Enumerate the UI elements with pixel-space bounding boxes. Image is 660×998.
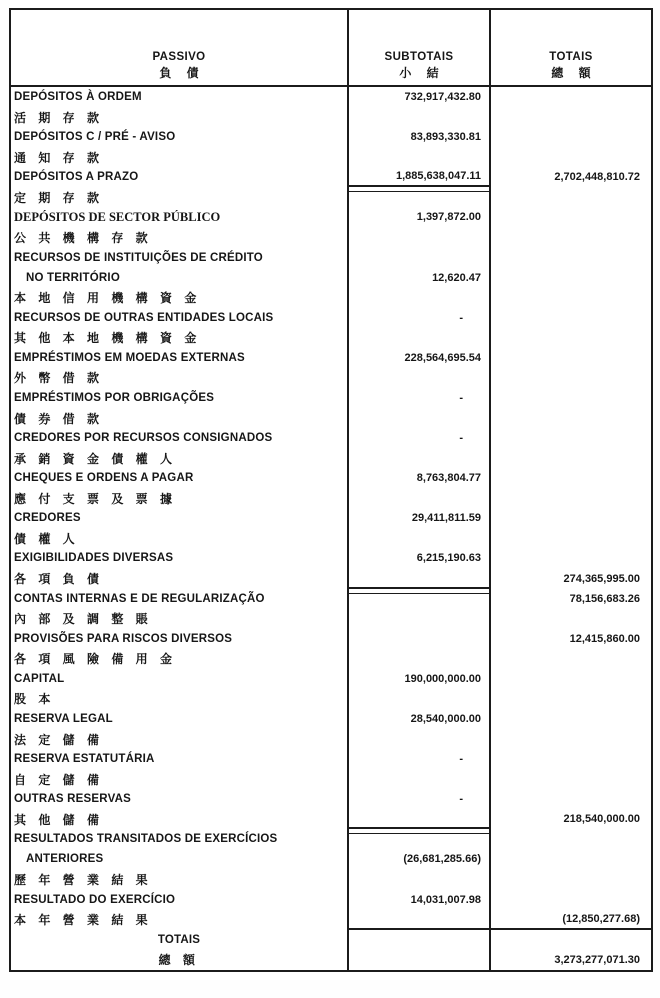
subtotal-cell xyxy=(349,890,491,910)
table-row xyxy=(11,248,651,268)
row-label-cell xyxy=(11,569,349,589)
subtotal-value: 83,893,330.81 xyxy=(410,131,481,144)
subtotal-cell xyxy=(349,809,491,829)
subtotal-cell xyxy=(349,288,491,308)
row-label: NO TERRITÓRIO xyxy=(26,271,120,284)
table-row xyxy=(11,629,651,649)
total-value: 274,365,995.00 xyxy=(563,572,640,585)
row-label-cell xyxy=(11,729,349,749)
total-cell xyxy=(491,890,651,910)
header-passivo-cn: 負 債 xyxy=(159,66,205,80)
row-label: PROVISÕES PARA RISCOS DIVERSOS xyxy=(14,632,233,645)
row-label-cell xyxy=(11,488,349,508)
subtotal-cell xyxy=(349,448,491,468)
subtotal-box-top-line xyxy=(349,191,489,192)
row-label: CAPITAL xyxy=(14,672,65,685)
header-passivo xyxy=(11,10,349,85)
subtotal-value: 1,885,638,047.11 xyxy=(395,170,481,183)
table-row xyxy=(11,107,651,127)
subtotal-value: 28,540,000.00 xyxy=(410,712,481,725)
total-cell xyxy=(491,227,651,247)
table-row xyxy=(11,769,651,789)
table-row xyxy=(11,187,651,207)
row-label-cell xyxy=(11,248,349,268)
total-cell xyxy=(491,910,651,930)
row-label-cell xyxy=(11,629,349,649)
table-row xyxy=(11,689,651,709)
subtotal-cell xyxy=(349,87,491,107)
total-cell xyxy=(491,127,651,147)
table-row xyxy=(11,649,651,669)
table-row xyxy=(11,609,651,629)
total-cell xyxy=(491,428,651,448)
subtotal-cell xyxy=(349,468,491,488)
subtotal-cell xyxy=(349,649,491,669)
subtotal-cell xyxy=(349,950,491,970)
row-label-cell xyxy=(11,368,349,388)
row-label-cell xyxy=(11,207,349,227)
total-cell xyxy=(491,448,651,468)
total-cell xyxy=(491,288,651,308)
row-label: 債 權 人 xyxy=(14,531,80,546)
row-label-cell xyxy=(11,408,349,428)
subtotal-value: - xyxy=(459,753,463,766)
row-label-cell xyxy=(11,167,349,187)
total-cell xyxy=(491,328,651,348)
total-value: (12,850,277.68) xyxy=(562,912,640,925)
row-label-cell xyxy=(11,609,349,629)
subtotal-cell xyxy=(349,930,491,950)
row-label: CHEQUES E ORDENS A PAGAR xyxy=(14,472,194,485)
row-label-cell xyxy=(11,328,349,348)
subtotal-value: - xyxy=(459,311,463,324)
total-cell xyxy=(491,729,651,749)
subtotal-cell xyxy=(349,107,491,127)
subtotal-cell xyxy=(349,709,491,729)
total-cell xyxy=(491,930,651,950)
subtotal-cell xyxy=(349,207,491,227)
total-cell xyxy=(491,408,651,428)
header-totais-pt: TOTAIS xyxy=(549,51,593,63)
table-row xyxy=(11,488,651,508)
subtotal-cell xyxy=(349,769,491,789)
subtotal-cell xyxy=(349,528,491,548)
row-label: 其 他 本 地 機 構 資 金 xyxy=(14,331,201,346)
row-label-cell xyxy=(11,468,349,488)
row-label-cell xyxy=(11,849,349,869)
table-row xyxy=(11,368,651,388)
row-label-cell xyxy=(11,829,349,849)
subtotal-value: 190,000,000.00 xyxy=(404,672,481,685)
row-label-cell xyxy=(11,147,349,167)
total-cell xyxy=(491,348,651,368)
table-row xyxy=(11,388,651,408)
table-body xyxy=(11,87,651,970)
subtotal-cell xyxy=(349,729,491,749)
total-cell xyxy=(491,749,651,769)
table-row xyxy=(11,709,651,729)
row-label-cell xyxy=(11,268,349,288)
table-row xyxy=(11,749,651,769)
table-row xyxy=(11,288,651,308)
total-cell xyxy=(491,589,651,609)
subtotal-cell xyxy=(349,308,491,328)
table-row xyxy=(11,890,651,910)
row-label: 外 幣 借 款 xyxy=(14,371,104,386)
total-cell xyxy=(491,689,651,709)
row-label-cell xyxy=(11,930,349,950)
row-label: 內 部 及 調 整 賬 xyxy=(14,612,153,627)
table-row xyxy=(11,268,651,288)
subtotal-cell xyxy=(349,268,491,288)
table-row xyxy=(11,308,651,328)
subtotal-cell xyxy=(349,147,491,167)
subtotal-cell xyxy=(349,629,491,649)
row-label: 通 知 存 款 xyxy=(14,150,104,165)
row-label-cell xyxy=(11,348,349,368)
row-label: RESERVA LEGAL xyxy=(14,712,113,725)
subtotal-value: - xyxy=(459,432,463,445)
total-cell xyxy=(491,789,651,809)
row-label-cell xyxy=(11,428,349,448)
table-row xyxy=(11,528,651,548)
row-label: EMPRÉSTIMOS EM MOEDAS EXTERNAS xyxy=(14,351,245,364)
row-label: RESERVA ESTATUTÁRIA xyxy=(14,753,155,766)
subtotal-value: 732,917,432.80 xyxy=(404,91,481,104)
table-row xyxy=(11,789,651,809)
row-label-cell xyxy=(11,127,349,147)
row-label-cell xyxy=(11,227,349,247)
row-label: 承 銷 資 金 債 權 人 xyxy=(14,451,177,466)
subtotal-cell xyxy=(349,167,491,187)
row-label-cell xyxy=(11,890,349,910)
row-label: DEPÓSITOS A PRAZO xyxy=(14,171,139,184)
total-value: 218,540,000.00 xyxy=(563,813,640,826)
row-label-cell xyxy=(11,689,349,709)
subtotal-value: 14,031,007.98 xyxy=(410,893,481,906)
row-label-cell xyxy=(11,87,349,107)
row-label: 活 期 存 款 xyxy=(14,110,104,125)
row-label: 本 地 信 用 機 構 資 金 xyxy=(14,291,201,306)
row-label-cell xyxy=(11,288,349,308)
row-label-cell xyxy=(11,508,349,528)
subtotal-value: - xyxy=(459,793,463,806)
total-cell xyxy=(491,508,651,528)
row-label-cell xyxy=(11,187,349,207)
row-label: RECURSOS DE OUTRAS ENTIDADES LOCAIS xyxy=(14,311,274,324)
row-label: 其 他 儲 備 xyxy=(14,812,104,827)
total-value: 2,702,448,810.72 xyxy=(554,171,640,184)
table-row xyxy=(11,829,651,849)
row-label: 總 額 xyxy=(158,953,200,968)
total-cell xyxy=(491,629,651,649)
table-row xyxy=(11,729,651,749)
subtotal-cell xyxy=(349,609,491,629)
subtotal-value: 1,397,872.00 xyxy=(416,211,481,224)
header-subtotais-pt: SUBTOTAIS xyxy=(384,51,454,63)
table-row xyxy=(11,669,651,689)
total-cell xyxy=(491,569,651,589)
row-label: DEPÓSITOS DE SECTOR PÚBLICO xyxy=(14,209,221,224)
subtotal-cell xyxy=(349,488,491,508)
row-label-cell xyxy=(11,649,349,669)
total-cell xyxy=(491,167,651,187)
subtotal-cell xyxy=(349,569,491,589)
table-row xyxy=(11,910,651,930)
subtotal-cell xyxy=(349,408,491,428)
table-row xyxy=(11,930,651,950)
total-cell xyxy=(491,829,651,849)
total-value: 78,156,683.26 xyxy=(569,592,640,605)
row-label: 自 定 儲 備 xyxy=(14,772,104,787)
subtotal-cell xyxy=(349,248,491,268)
row-label-cell xyxy=(11,107,349,127)
subtotal-value: 8,763,804.77 xyxy=(416,472,481,485)
total-cell xyxy=(491,87,651,107)
row-label: DEPÓSITOS C / PRÉ - AVISO xyxy=(14,131,176,144)
total-cell xyxy=(491,147,651,167)
row-label: CONTAS INTERNAS E DE REGULARIZAÇÃO xyxy=(14,592,265,605)
subtotal-cell xyxy=(349,388,491,408)
row-label: EXIGIBILIDADES DIVERSAS xyxy=(14,552,174,565)
subtotal-cell xyxy=(349,368,491,388)
total-cell xyxy=(491,709,651,729)
total-cell xyxy=(491,849,651,869)
table-row xyxy=(11,227,651,247)
table-row xyxy=(11,569,651,589)
table-row xyxy=(11,468,651,488)
subtotal-value: - xyxy=(459,391,463,404)
row-label: 歷 年 營 業 結 果 xyxy=(14,872,153,887)
total-cell xyxy=(491,207,651,227)
row-label-cell xyxy=(11,308,349,328)
table-row xyxy=(11,508,651,528)
table-row xyxy=(11,448,651,468)
total-cell xyxy=(491,107,651,127)
row-label: TOTAIS xyxy=(157,933,201,946)
table-row xyxy=(11,428,651,448)
row-label-cell xyxy=(11,709,349,729)
total-cell xyxy=(491,869,651,889)
row-label: 各 項 負 債 xyxy=(14,572,104,587)
row-label: 定 期 存 款 xyxy=(14,190,104,205)
subtotal-cell xyxy=(349,869,491,889)
row-label: CREDORES POR RECURSOS CONSIGNADOS xyxy=(14,432,273,445)
total-cell xyxy=(491,187,651,207)
row-label: CREDORES xyxy=(14,512,81,525)
subtotal-cell xyxy=(349,187,491,207)
subtotal-value: 6,215,190.63 xyxy=(416,552,481,565)
row-label-cell xyxy=(11,388,349,408)
subtotal-cell xyxy=(349,348,491,368)
total-cell xyxy=(491,488,651,508)
total-cell xyxy=(491,669,651,689)
subtotal-cell xyxy=(349,428,491,448)
total-cell xyxy=(491,308,651,328)
subtotal-cell xyxy=(349,508,491,528)
table-row xyxy=(11,589,651,609)
total-cell xyxy=(491,248,651,268)
total-cell xyxy=(491,609,651,629)
row-label: DEPÓSITOS À ORDEM xyxy=(14,91,142,104)
table-row xyxy=(11,207,651,227)
row-label: RESULTADOS TRANSITADOS DE EXERCÍCIOS xyxy=(14,833,278,846)
subtotal-cell xyxy=(349,589,491,609)
row-label-cell xyxy=(11,869,349,889)
subtotal-box-top-line xyxy=(349,593,489,594)
subtotal-cell xyxy=(349,910,491,930)
total-cell xyxy=(491,528,651,548)
row-label-cell xyxy=(11,910,349,930)
total-cell xyxy=(491,548,651,568)
table-row xyxy=(11,87,651,107)
subtotal-box-top-line xyxy=(349,833,489,834)
subtotal-cell xyxy=(349,548,491,568)
row-label-cell xyxy=(11,448,349,468)
table-row xyxy=(11,869,651,889)
row-label-cell xyxy=(11,749,349,769)
total-cell xyxy=(491,268,651,288)
balance-sheet-table xyxy=(9,8,653,972)
row-label: 本 年 營 業 結 果 xyxy=(14,913,153,928)
header-totais xyxy=(491,10,651,85)
total-cell xyxy=(491,368,651,388)
row-label: ANTERIORES xyxy=(26,853,104,866)
total-cell xyxy=(491,769,651,789)
subtotal-value: 29,411,811.59 xyxy=(411,512,481,525)
row-label: OUTRAS RESERVAS xyxy=(14,793,131,806)
subtotal-cell xyxy=(349,749,491,769)
total-value: 3,273,277,071.30 xyxy=(554,953,640,966)
row-label: EMPRÉSTIMOS POR OBRIGAÇÕES xyxy=(14,391,215,404)
subtotal-cell xyxy=(349,829,491,849)
row-label: 法 定 儲 備 xyxy=(14,732,104,747)
table-row xyxy=(11,127,651,147)
row-label-cell xyxy=(11,589,349,609)
total-cell xyxy=(491,468,651,488)
table-row xyxy=(11,167,651,187)
table-row xyxy=(11,348,651,368)
row-label-cell xyxy=(11,528,349,548)
total-cell xyxy=(491,809,651,829)
subtotal-value: (26,681,285.66) xyxy=(403,853,481,866)
total-value: 12,415,860.00 xyxy=(569,632,640,645)
row-label: RESULTADO DO EXERCÍCIO xyxy=(14,893,176,906)
row-label-cell xyxy=(11,769,349,789)
row-label-cell xyxy=(11,548,349,568)
subtotal-cell xyxy=(349,789,491,809)
row-label-cell xyxy=(11,669,349,689)
header-totais-cn: 總 額 xyxy=(551,66,597,80)
table-row xyxy=(11,328,651,348)
row-label: 各 項 風 險 備 用 金 xyxy=(14,652,177,667)
row-label: 公 共 機 構 存 款 xyxy=(14,230,153,245)
subtotal-cell xyxy=(349,127,491,147)
total-cell xyxy=(491,388,651,408)
table-row xyxy=(11,548,651,568)
table-row xyxy=(11,147,651,167)
subtotal-cell xyxy=(349,849,491,869)
header-subtotais xyxy=(349,10,491,85)
row-label-cell xyxy=(11,789,349,809)
total-cell xyxy=(491,950,651,970)
row-label: 債 券 借 款 xyxy=(14,411,104,426)
row-label: 應 付 支 票 及 票 據 xyxy=(14,491,177,506)
subtotal-value: 228,564,695.54 xyxy=(404,351,481,364)
table-header xyxy=(11,10,651,87)
row-label: 股 本 xyxy=(14,692,55,707)
subtotal-cell xyxy=(349,227,491,247)
subtotal-cell xyxy=(349,328,491,348)
table-row xyxy=(11,408,651,428)
subtotal-cell xyxy=(349,689,491,709)
row-label-cell xyxy=(11,809,349,829)
subtotal-cell xyxy=(349,669,491,689)
table-row xyxy=(11,950,651,970)
header-subtotais-cn: 小 結 xyxy=(399,66,445,80)
table-row xyxy=(11,849,651,869)
total-cell xyxy=(491,649,651,669)
header-passivo-pt: PASSIVO xyxy=(152,51,206,63)
row-label-cell xyxy=(11,950,349,970)
table-row xyxy=(11,809,651,829)
subtotal-value: 12,620.47 xyxy=(432,271,481,284)
row-label: RECURSOS DE INSTITUIÇÕES DE CRÉDITO xyxy=(14,251,263,264)
